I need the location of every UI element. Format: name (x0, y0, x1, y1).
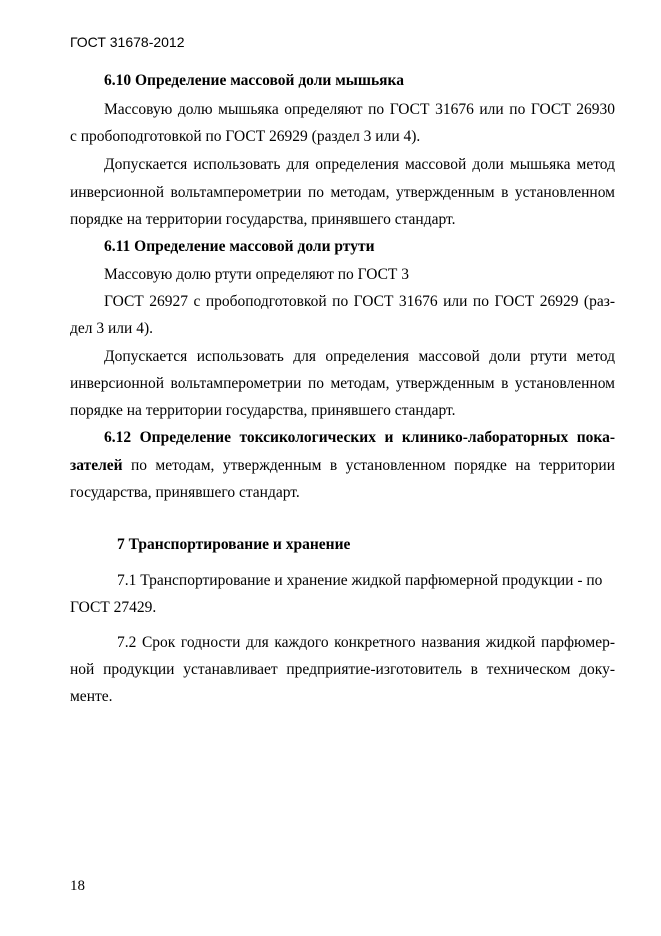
paragraph-line: 7.2 Срок годности для каждого конкретного названия жидкой парфюмер- (117, 634, 615, 651)
paragraph-line: ной продукции устанавливает предприятие-изготовитель в техническом доку- (70, 661, 615, 678)
paragraph-line: ГОСТ 26927 с пробоподготовкой по ГОСТ 31676 или по ГОСТ 26929 (раз- (104, 293, 615, 310)
paragraph-line: 7.1 Транспортирование и хранение жидкой парфюмерной продукции - по (117, 572, 603, 589)
paragraph-line: менте. (70, 688, 113, 705)
paragraph-line: порядке на территории государства, принявшего стандарт. (70, 211, 456, 228)
paragraph-line: государства, принявшего стандарт. (70, 484, 300, 501)
section-6-12-title: 6.12 Определение токсикологических и клинико-лабораторных пока- (104, 429, 615, 446)
paragraph-line: дел 3 или 4). (70, 320, 153, 337)
paragraph-line: Массовую долю ртути определяют по ГОСТ 3 (104, 266, 410, 283)
paragraph-line: Допускается использовать для определения массовой доли ртути метод (104, 348, 615, 365)
document-code: ГОСТ 31678-2012 (70, 34, 185, 50)
section-6-11-title: 6.11 Определение массовой доли ртути (104, 238, 375, 255)
paragraph-line: Допускается использовать для определения массовой доли мышьяка метод (104, 156, 615, 173)
paragraph-line: инверсионной вольтамперометрии по методам, утвержденным в установленном (70, 184, 615, 201)
paragraph-line: Массовую долю мышьяка определяют по ГОСТ 31676 или по ГОСТ 26930 (104, 101, 615, 118)
section-7-title: 7 Транспортирование и хранение (117, 536, 351, 553)
paragraph-line: порядке на территории государства, принявшего стандарт. (70, 402, 456, 419)
paragraph-line: с пробоподготовкой по ГОСТ 26929 (раздел 3 или 4). (70, 128, 421, 145)
section-6-12-text: по методам, утвержденным в установленном порядке на территории (122, 457, 615, 474)
paragraph-line: инверсионной вольтамперометрии по методам, утвержденным в установленном (70, 375, 615, 392)
section-6-10-title: 6.10 Определение массовой доли мышьяка (104, 72, 405, 89)
page-number: 18 (70, 878, 85, 894)
section-6-12-title-end: зателей (70, 457, 123, 474)
paragraph-line: ГОСТ 27429. (70, 599, 157, 616)
paragraph-line (70, 457, 615, 475)
